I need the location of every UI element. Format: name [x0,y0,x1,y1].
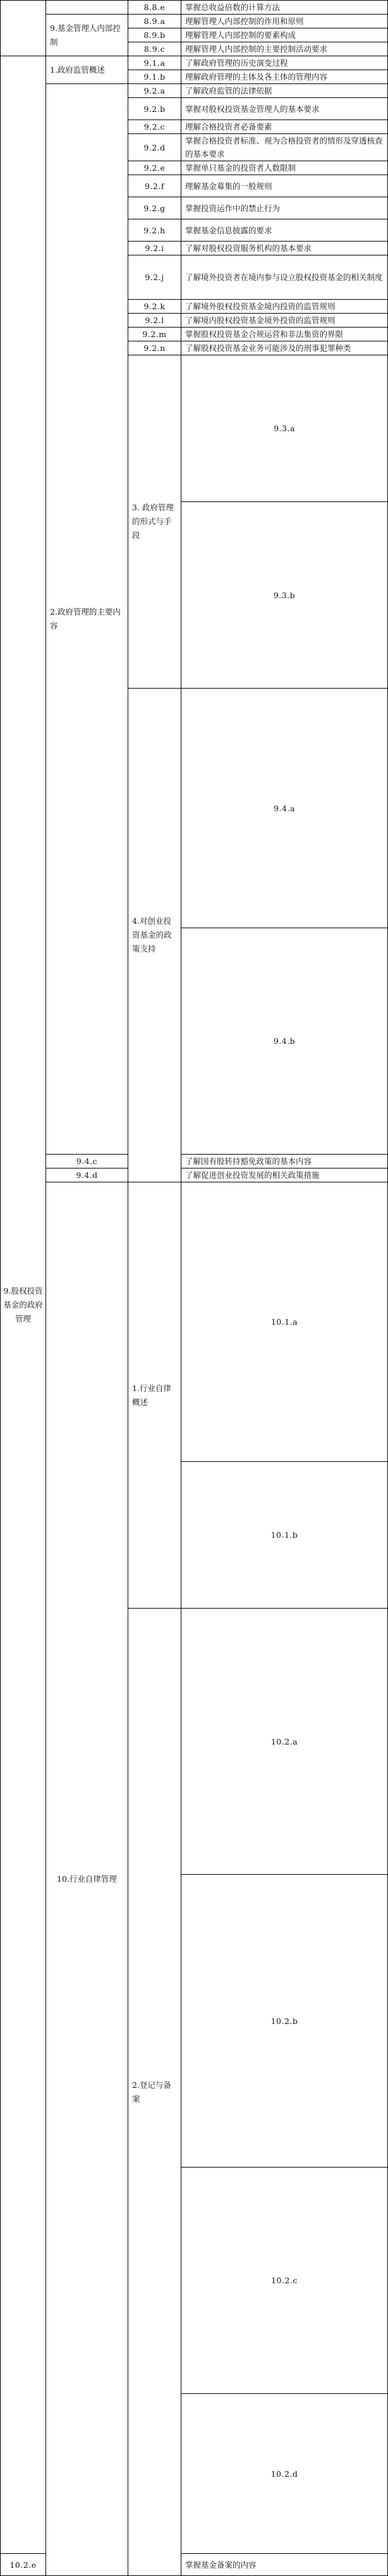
section-cell: 2.登记与备案 [128,1609,181,2576]
table-row [1,84,388,98]
code-cell: 9.2.a [128,84,181,98]
code-cell: 10.2.e [1,2554,46,2576]
description-cell: 掌握股权投资基金合规运营和非法集资的界限 [181,328,388,341]
code-cell: 9.2.l [128,314,181,328]
description-cell: 掌握基金备案的内容 [181,2554,388,2576]
code-cell: 9.2.n [128,341,181,355]
section-cell: 1.政府监管概述 [46,56,128,84]
description-cell: 掌握投资运作中的禁止行为 [181,197,388,219]
code-cell: 9.3.b [181,502,388,689]
table-row [1,1168,388,1182]
code-cell: 9.4.b [181,928,388,1155]
code-cell: 9.4.a [181,689,388,928]
description-cell: 了解境外投资者在境内参与设立股权投资基金的相关制度 [181,255,388,300]
table-row [1,56,388,70]
syllabus-table-body [1,1,388,2576]
section-cell: 4.对创业投资基金的政策支持 [128,689,181,1182]
code-cell: 10.2.b [181,1875,388,2168]
code-cell: 9.2.b [128,98,181,120]
code-cell: 10.2.d [181,2394,388,2554]
description-cell: 理解管理人内部控制的主要控制活动要求 [181,42,388,56]
section-cell: 2.政府管理的主要内容 [46,84,128,1155]
chapter-cell: 9.股权投资基金的政府管理 [1,56,46,2554]
description-cell: 掌握单只基金的投资者人数限制 [181,161,388,175]
description-cell: 掌握对股权投资基金管理人的基本要求 [181,98,388,120]
section-cell-continued [46,1,128,15]
table-row [1,1155,388,1168]
section-cell: 3. 政府管理的形式与手段 [128,355,181,689]
code-cell: 9.4.d [46,1168,128,1182]
code-cell: 9.1.b [128,70,181,84]
code-cell: 8.8.e [128,1,181,15]
section-cell: 1.行业自律概述 [128,1182,181,1609]
code-cell: 9.2.f [128,175,181,197]
description-cell: 理解政府管理的主体及各主体的管理内容 [181,70,388,84]
code-cell: 9.2.j [128,255,181,300]
description-cell: 了解境内股权投资基金境外投资的监管规则 [181,314,388,328]
chapter-cell: 10.行业自律管理 [46,1182,128,2576]
description-cell: 掌握基金信息披露的要求 [181,219,388,242]
code-cell: 10.1.a [181,1182,388,1462]
description-cell: 掌握合格投资者标准、视为合格投资者的情形及穿透核查的基本要求 [181,134,388,161]
code-cell: 9.2.h [128,219,181,242]
code-cell: 10.1.b [181,1462,388,1609]
code-cell: 9.2.c [128,120,181,134]
code-cell: 8.9.a [128,15,181,28]
description-cell: 理解合格投资者必备要素 [181,120,388,134]
description-cell: 了解境外股权投资基金境内投资的监管规则 [181,300,388,314]
table-row [1,1182,388,1462]
description-cell: 了解政府监管的法律依据 [181,84,388,98]
code-cell: 9.2.d [128,134,181,161]
code-cell: 9.2.e [128,161,181,175]
code-cell: 9.1.a [128,56,181,70]
code-cell: 8.9.c [128,42,181,56]
code-cell: 8.9.b [128,28,181,42]
description-cell: 了解国有股转持豁免政策的基本内容 [181,1155,388,1168]
description-cell: 了解促进创业投资发展的相关政策措施 [181,1168,388,1182]
description-cell: 了解政府管理的历史演变过程 [181,56,388,70]
code-cell: 10.2.c [181,2168,388,2394]
table-row [1,15,388,28]
section-cell: 9.基金管理人内部控制 [46,15,128,56]
code-cell: 9.2.m [128,328,181,341]
description-cell: 了解股权投资基金业务可能涉及的刑事犯罪种类 [181,341,388,355]
description-cell: 理解管理人内部控制的要素构成 [181,28,388,42]
table-row [1,1,388,15]
description-cell: 理解基金募集的一般规则 [181,175,388,197]
description-cell: 理解管理人内部控制的作用和原则 [181,15,388,28]
chapter-cell-continued [1,1,46,56]
description-cell: 了解对股权投资服务机构的基本要求 [181,242,388,255]
code-cell: 9.3.a [181,355,388,502]
code-cell: 9.4.c [46,1155,128,1168]
description-cell: 掌握总收益倍数的计算方法 [181,1,388,15]
code-cell: 10.2.a [181,1609,388,1875]
code-cell: 9.2.i [128,242,181,255]
code-cell: 9.2.k [128,300,181,314]
code-cell: 9.2.g [128,197,181,219]
